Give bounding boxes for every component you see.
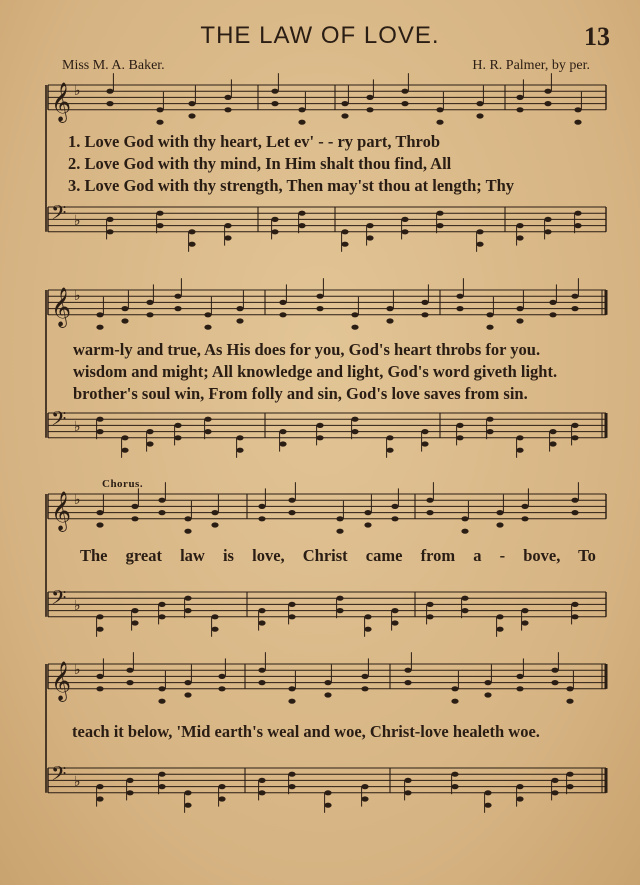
note-head (521, 516, 528, 521)
page-number: 13 (584, 22, 610, 51)
note-head (361, 796, 368, 801)
note-head (271, 229, 278, 234)
note-head (436, 120, 443, 125)
note-head (516, 674, 523, 679)
note-head (456, 423, 463, 428)
note-head (316, 435, 323, 440)
note-head (436, 223, 443, 228)
composer-credit: H. R. Palmer, by per. (472, 58, 590, 73)
note-head (218, 796, 225, 801)
note-head (158, 602, 165, 607)
note-head (551, 778, 558, 783)
note-head (456, 306, 463, 311)
note-head (188, 113, 195, 118)
note-head (271, 101, 278, 106)
note-head (391, 608, 398, 613)
note-head (421, 441, 428, 446)
note-head (451, 686, 458, 691)
note-head (484, 680, 491, 685)
note-head (204, 312, 211, 317)
note-head (96, 325, 103, 330)
note-head (184, 680, 191, 685)
chorus-line-2: teach it below, 'Mid earth's weal and woe, Christ-love healeth woe. (72, 722, 540, 741)
note-head (324, 692, 331, 697)
note-head (258, 504, 265, 509)
note-head (258, 680, 265, 685)
note-head (174, 306, 181, 311)
note-head (288, 602, 295, 607)
note-head (516, 796, 523, 801)
note-head (146, 441, 153, 446)
note-head (158, 498, 165, 503)
note-head (184, 608, 191, 613)
note-head (211, 510, 218, 515)
flat-icon: ♭ (74, 662, 81, 678)
note-head (426, 498, 433, 503)
note-head (158, 784, 165, 789)
note-head (386, 306, 393, 311)
note-head (364, 627, 371, 632)
flat-icon: ♭ (74, 288, 81, 304)
note-head (131, 620, 138, 625)
note-head (456, 294, 463, 299)
note-head (521, 620, 528, 625)
note-head (571, 614, 578, 619)
note-head (258, 608, 265, 613)
note-head (426, 602, 433, 607)
note-head (288, 686, 295, 691)
note-head (288, 510, 295, 515)
note-head (436, 107, 443, 112)
verse-2-line-2: wisdom and might; All knowledge and light, God's word giveth light. (73, 362, 558, 381)
note-head (451, 772, 458, 777)
note-head (156, 107, 163, 112)
note-head (486, 325, 493, 330)
note-head (351, 417, 358, 422)
note-head (574, 107, 581, 112)
flat-icon: ♭ (74, 213, 81, 229)
note-head (366, 107, 373, 112)
treble-clef-icon: 𝄞 (51, 81, 72, 122)
hymn-title: THE LAW OF LOVE. (200, 22, 440, 49)
note-head (106, 101, 113, 106)
note-head (204, 325, 211, 330)
note-head (236, 448, 243, 453)
flat-icon: ♭ (74, 774, 81, 790)
note-head (174, 423, 181, 428)
note-head (496, 627, 503, 632)
note-head (571, 423, 578, 428)
note-head (316, 294, 323, 299)
note-head (451, 784, 458, 789)
note-head (351, 312, 358, 317)
chorus-label: Chorus. (102, 478, 144, 490)
note-head (456, 435, 463, 440)
note-head (516, 95, 523, 100)
note-head (324, 790, 331, 795)
note-head (361, 674, 368, 679)
note-head (516, 784, 523, 789)
note-head (146, 429, 153, 434)
note-head (516, 107, 523, 112)
flat-icon: ♭ (74, 83, 81, 99)
note-head (126, 778, 133, 783)
note-head (184, 790, 191, 795)
note-head (96, 510, 103, 515)
note-head (258, 778, 265, 783)
note-head (156, 223, 163, 228)
note-head (566, 699, 573, 704)
note-head (131, 504, 138, 509)
note-head (484, 803, 491, 808)
note-head (404, 790, 411, 795)
note-head (386, 435, 393, 440)
note-head (236, 318, 243, 323)
note-head (279, 300, 286, 305)
note-head (158, 772, 165, 777)
note-head (218, 674, 225, 679)
note-head (204, 417, 211, 422)
note-head (258, 516, 265, 521)
note-head (96, 312, 103, 317)
note-head (224, 223, 231, 228)
note-head (121, 306, 128, 311)
note-head (451, 699, 458, 704)
note-head (184, 692, 191, 697)
note-head (351, 429, 358, 434)
note-head (271, 89, 278, 94)
note-head (516, 235, 523, 240)
treble-clef-icon: 𝄞 (51, 660, 72, 701)
bass-clef-icon: 𝄢 (51, 407, 67, 435)
note-head (316, 306, 323, 311)
treble-clef-icon: 𝄞 (51, 490, 72, 531)
note-head (366, 223, 373, 228)
note-head (336, 608, 343, 613)
note-head (324, 680, 331, 685)
note-head (156, 120, 163, 125)
note-head (484, 692, 491, 697)
note-head (401, 229, 408, 234)
note-head (96, 429, 103, 434)
note-head (156, 211, 163, 216)
note-head (461, 529, 468, 534)
verse-1-line-2: warm-ly and true, As His does for you, God's heart throbs for you. (73, 340, 541, 359)
note-head (571, 306, 578, 311)
note-head (426, 510, 433, 515)
note-head (96, 674, 103, 679)
note-head (544, 229, 551, 234)
note-head (421, 300, 428, 305)
note-head (516, 223, 523, 228)
note-head (211, 627, 218, 632)
note-head (288, 784, 295, 789)
note-head (461, 516, 468, 521)
note-head (298, 211, 305, 216)
note-head (96, 784, 103, 789)
note-head (158, 686, 165, 691)
treble-clef-icon: 𝄞 (51, 286, 72, 327)
note-head (426, 614, 433, 619)
note-head (404, 680, 411, 685)
note-head (571, 435, 578, 440)
note-head (364, 510, 371, 515)
note-head (131, 608, 138, 613)
flat-icon: ♭ (74, 419, 81, 435)
note-head (336, 596, 343, 601)
note-head (126, 668, 133, 673)
lyricist-credit: Miss M. A. Baker. (62, 58, 165, 73)
note-head (211, 614, 218, 619)
note-head (476, 229, 483, 234)
note-head (131, 516, 138, 521)
note-head (126, 680, 133, 685)
note-head (96, 686, 103, 691)
note-head (218, 784, 225, 789)
note-head (544, 217, 551, 222)
note-head (549, 429, 556, 434)
note-head (361, 784, 368, 789)
chorus-line-1: The great law is love, Christ came from a - bove, To (80, 546, 596, 565)
note-head (184, 529, 191, 534)
note-head (258, 668, 265, 673)
flat-icon: ♭ (74, 598, 81, 614)
note-head (404, 668, 411, 673)
note-head (461, 596, 468, 601)
note-head (224, 107, 231, 112)
note-head (516, 435, 523, 440)
note-head (421, 429, 428, 434)
note-head (366, 235, 373, 240)
note-head (401, 217, 408, 222)
note-head (121, 318, 128, 323)
note-head (386, 448, 393, 453)
note-head (551, 790, 558, 795)
note-head (288, 699, 295, 704)
note-head (121, 448, 128, 453)
note-head (361, 686, 368, 691)
note-head (366, 95, 373, 100)
note-head (566, 772, 573, 777)
note-head (521, 504, 528, 509)
note-head (516, 448, 523, 453)
note-head (351, 325, 358, 330)
note-head (401, 101, 408, 106)
note-head (336, 516, 343, 521)
note-head (549, 441, 556, 446)
note-head (271, 217, 278, 222)
bass-clef-icon: 𝄢 (51, 762, 67, 790)
note-head (421, 312, 428, 317)
note-head (96, 614, 103, 619)
note-head (174, 435, 181, 440)
note-head (324, 803, 331, 808)
note-head (146, 312, 153, 317)
note-head (158, 510, 165, 515)
note-head (204, 429, 211, 434)
verse-3-line-1: 3. Love God with thy strength, Then may'st thou at length; Thy (68, 176, 515, 195)
note-head (236, 435, 243, 440)
note-head (188, 229, 195, 234)
note-head (476, 113, 483, 118)
note-head (341, 242, 348, 247)
note-head (288, 498, 295, 503)
note-head (106, 217, 113, 222)
note-head (386, 318, 393, 323)
note-head (549, 312, 556, 317)
note-head (486, 417, 493, 422)
bass-clef-icon: 𝄢 (51, 586, 67, 614)
note-head (316, 423, 323, 428)
note-head (106, 89, 113, 94)
note-head (146, 300, 153, 305)
note-head (298, 107, 305, 112)
note-head (486, 312, 493, 317)
note-head (544, 101, 551, 106)
note-head (236, 306, 243, 311)
note-head (279, 312, 286, 317)
note-head (516, 318, 523, 323)
note-head (566, 686, 573, 691)
note-head (211, 522, 218, 527)
note-head (188, 242, 195, 247)
note-head (516, 306, 523, 311)
note-head (106, 229, 113, 234)
note-head (174, 294, 181, 299)
verse-3-line-2: brother's soul win, From folly and sin, God's love saves from sin. (73, 384, 528, 403)
note-head (496, 614, 503, 619)
note-head (391, 504, 398, 509)
note-head (391, 620, 398, 625)
note-head (288, 772, 295, 777)
note-head (336, 529, 343, 534)
note-head (364, 614, 371, 619)
note-head (158, 614, 165, 619)
note-head (341, 229, 348, 234)
note-head (544, 89, 551, 94)
note-head (341, 101, 348, 106)
note-head (484, 790, 491, 795)
note-head (298, 223, 305, 228)
note-head (258, 790, 265, 795)
note-head (574, 120, 581, 125)
note-head (96, 796, 103, 801)
note-head (341, 113, 348, 118)
note-head (184, 803, 191, 808)
note-head (288, 614, 295, 619)
note-head (364, 522, 371, 527)
note-head (298, 120, 305, 125)
note-head (574, 211, 581, 216)
note-head (496, 510, 503, 515)
note-head (96, 417, 103, 422)
note-head (184, 516, 191, 521)
note-head (571, 294, 578, 299)
note-head (476, 101, 483, 106)
note-head (436, 211, 443, 216)
note-head (218, 686, 225, 691)
note-head (571, 498, 578, 503)
verse-1-line-1: 1. Love God with thy heart, Let ev' - - ry part, Throb (68, 132, 440, 151)
note-head (571, 510, 578, 515)
note-head (96, 522, 103, 527)
note-head (401, 89, 408, 94)
note-head (279, 441, 286, 446)
note-head (121, 435, 128, 440)
note-head (224, 95, 231, 100)
note-head (461, 608, 468, 613)
note-head (476, 242, 483, 247)
note-head (571, 602, 578, 607)
verse-2-line-1: 2. Love God with thy mind, In Him shalt thou find, All (68, 154, 452, 173)
note-head (486, 429, 493, 434)
note-head (126, 790, 133, 795)
note-head (224, 235, 231, 240)
note-head (566, 784, 573, 789)
note-head (496, 522, 503, 527)
note-head (188, 101, 195, 106)
note-head (404, 778, 411, 783)
note-head (391, 516, 398, 521)
note-head (158, 699, 165, 704)
note-head (549, 300, 556, 305)
note-head (258, 620, 265, 625)
bass-clef-icon: 𝄢 (51, 201, 67, 229)
note-head (184, 596, 191, 601)
note-head (279, 429, 286, 434)
note-head (516, 686, 523, 691)
note-head (574, 223, 581, 228)
note-head (551, 668, 558, 673)
flat-icon: ♭ (74, 492, 81, 508)
note-head (96, 627, 103, 632)
note-head (551, 680, 558, 685)
note-head (521, 608, 528, 613)
